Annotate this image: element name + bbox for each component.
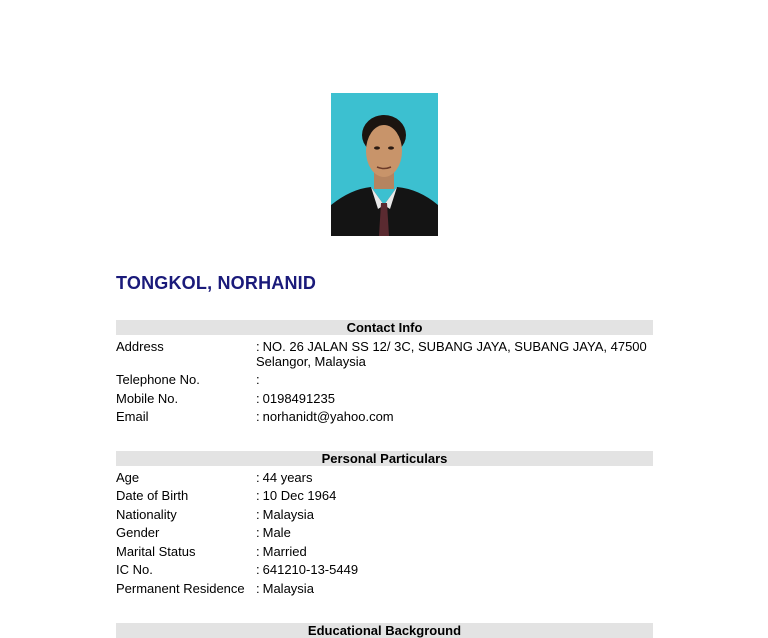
age-row: Age : 44 years xyxy=(116,469,313,485)
email-value: norhanidt@yahoo.com xyxy=(262,409,394,424)
gender-row: Gender : Male xyxy=(116,525,291,540)
field-label: Marital Status xyxy=(116,543,196,559)
educational-background-section xyxy=(116,623,653,638)
permanent-residence-value: Malaysia xyxy=(262,580,314,596)
dob-row: Date of Birth : 10 Dec 1964 xyxy=(116,488,337,503)
section-title: Personal Particulars xyxy=(116,451,653,466)
gender-value: Male xyxy=(262,525,291,540)
address-value: NO. 26 JALAN SS 12/ 3C, SUBANG JAYA, SUBANG JAYA, 47500 Selangor, Malaysia xyxy=(256,338,647,369)
field-label: Date of Birth xyxy=(116,488,189,503)
address-row: Address : NO. 26 JALAN SS 12/ 3C, SUBANG JAYA, SUBANG JAYA, 47500 Selangor, Malaysia xyxy=(116,338,647,369)
mobile-row: Mobile No. : 0198491235 xyxy=(116,390,335,406)
ic-no-value: 641210-13-5449 xyxy=(262,562,359,577)
profile-photo xyxy=(331,93,438,236)
marital-status-value: Married xyxy=(262,543,307,559)
field-label: Gender xyxy=(116,525,160,540)
field-label: Email xyxy=(116,409,149,424)
field-label: Permanent Residence xyxy=(116,580,245,596)
mobile-value: 0198491235 xyxy=(262,390,335,406)
field-label: Nationality xyxy=(116,506,177,522)
marital-status-row: Marital Status : Married xyxy=(116,543,307,559)
nationality-value: Malaysia xyxy=(262,506,314,522)
ic-no-row: IC No. : 641210-13-5449 xyxy=(116,562,359,577)
field-label: IC No. xyxy=(116,562,153,577)
nationality-row: Nationality : Malaysia xyxy=(116,506,314,522)
section-title: Contact Info xyxy=(116,320,653,335)
field-label: Address xyxy=(116,338,164,354)
contact-info-section xyxy=(116,320,653,424)
field-label: Telephone No. xyxy=(116,372,200,387)
personal-particulars-section xyxy=(116,451,653,596)
permanent-residence-row: Permanent Residence : Malaysia xyxy=(116,580,314,596)
age-value: 44 years xyxy=(262,469,313,485)
candidate-name: TONGKOL, NORHANID xyxy=(116,273,317,293)
field-label: Mobile No. xyxy=(116,390,179,406)
field-label: Age xyxy=(116,469,140,485)
email-row: Email : norhanidt@yahoo.com xyxy=(116,409,394,424)
section-title: Educational Background xyxy=(116,623,653,638)
dob-value: 10 Dec 1964 xyxy=(262,488,337,503)
telephone-row: Telephone No. : xyxy=(116,372,260,387)
